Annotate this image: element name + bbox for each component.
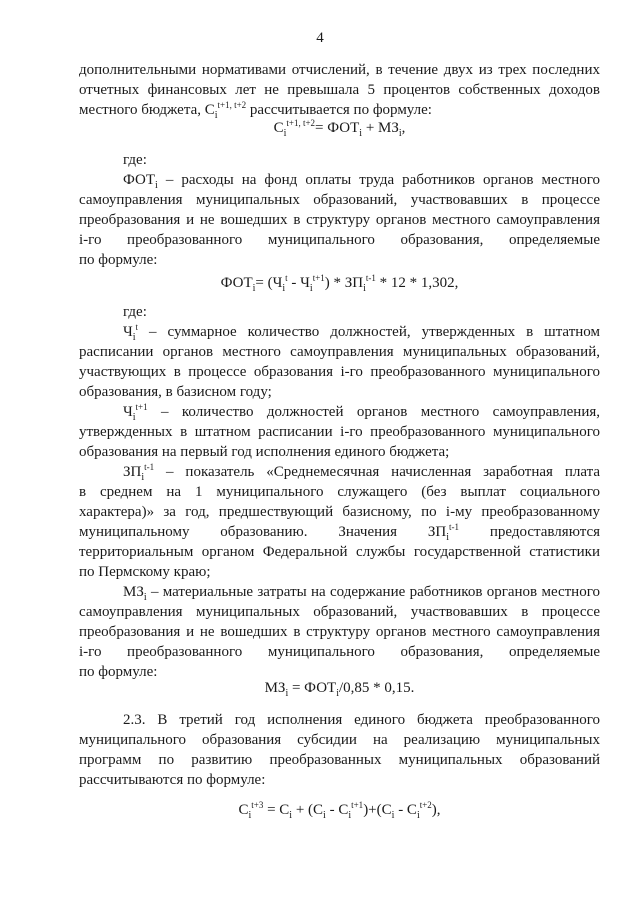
- text-line: отчетных финансовых лет не превышала 5 процентов собственных доходов: [79, 82, 600, 98]
- paragraph-intro: [79, 60, 600, 120]
- formula-4: $С_i^{t+3} = С_i + (С_i - С_i^{t+1})+(С_i - С_i^{t+2})$,: [238, 800, 441, 821]
- where-label: где:: [123, 152, 147, 168]
- formula-1: $С_i^{t+1, t+2}= ФОТ_i + МЗ_i$,: [273, 118, 406, 139]
- definition-fot: где: $ФОТ_i$ – расходы на фонд оплаты труда работников органов местного самоуправления муниципальных образований, участвовавших в процессе преобразования и не вошедших в структуру органов местного самоуправления i-го преобразованного муниципального образования, определяемые по формуле:: [79, 152, 600, 268]
- text-line: местного бюджета, $С_i^{t+1, t+2}$ рассчитывается по формуле:: [79, 100, 432, 121]
- definition-ch: где: $Ч_i^t$ – суммарное количество должностей, утвержденных в штатном расписании органов местного самоуправления муниципальных образований, участвующих в процессе образования i-го преобразованного муниципального образования, в базисном году; $Ч_i^{t+1}$ – количество должностей органов местного самоуправления, утвержденных в штатном расписании i-го преобразованного муниципального образования на первый год исполнения единого бюджета; $ЗП_i^{t-1}$ – показатель «Среднемесячная начисленная заработная плата в среднем на 1 муниципального служащего (без выплат социального характера)» за год, предшествующий базисному, по i-му преобразованному муниципальному образованию. Значения $ЗП_i^{t-1}$ предоставляются территориальным органом Федеральной службы государственной статистики по Пермскому краю; $МЗ_i$ – материальные затраты на содержание работников органов местного самоуправления муниципальных образований, участвовавших в процессе преобразования и не вошедших в структуру органов местного самоуправления i-го преобразованного муниципального образования, определяемые по формуле:: [79, 304, 600, 680]
- text-line: дополнительными нормативами отчислений, в течение двух из трех последних: [79, 62, 600, 78]
- formula-2: $ФОТ_i= (Ч_i^t - Ч_i^{t+1}) * ЗП_i^{t-1} * 12 * 1,302$,: [220, 273, 459, 294]
- formula-3: $МЗ_i = ФОТ_i/0,85 * 0,15$.: [264, 680, 415, 699]
- page-number: 4: [316, 30, 324, 46]
- where-label: где:: [123, 304, 147, 320]
- paragraph-2-3: 2.3. В третий год исполнения единого бюджета преобразованного муниципального образования субсидии на реализацию муниципальных программ по развитию преобразованных муниципальных образований рассчитываются по формуле:: [79, 712, 600, 788]
